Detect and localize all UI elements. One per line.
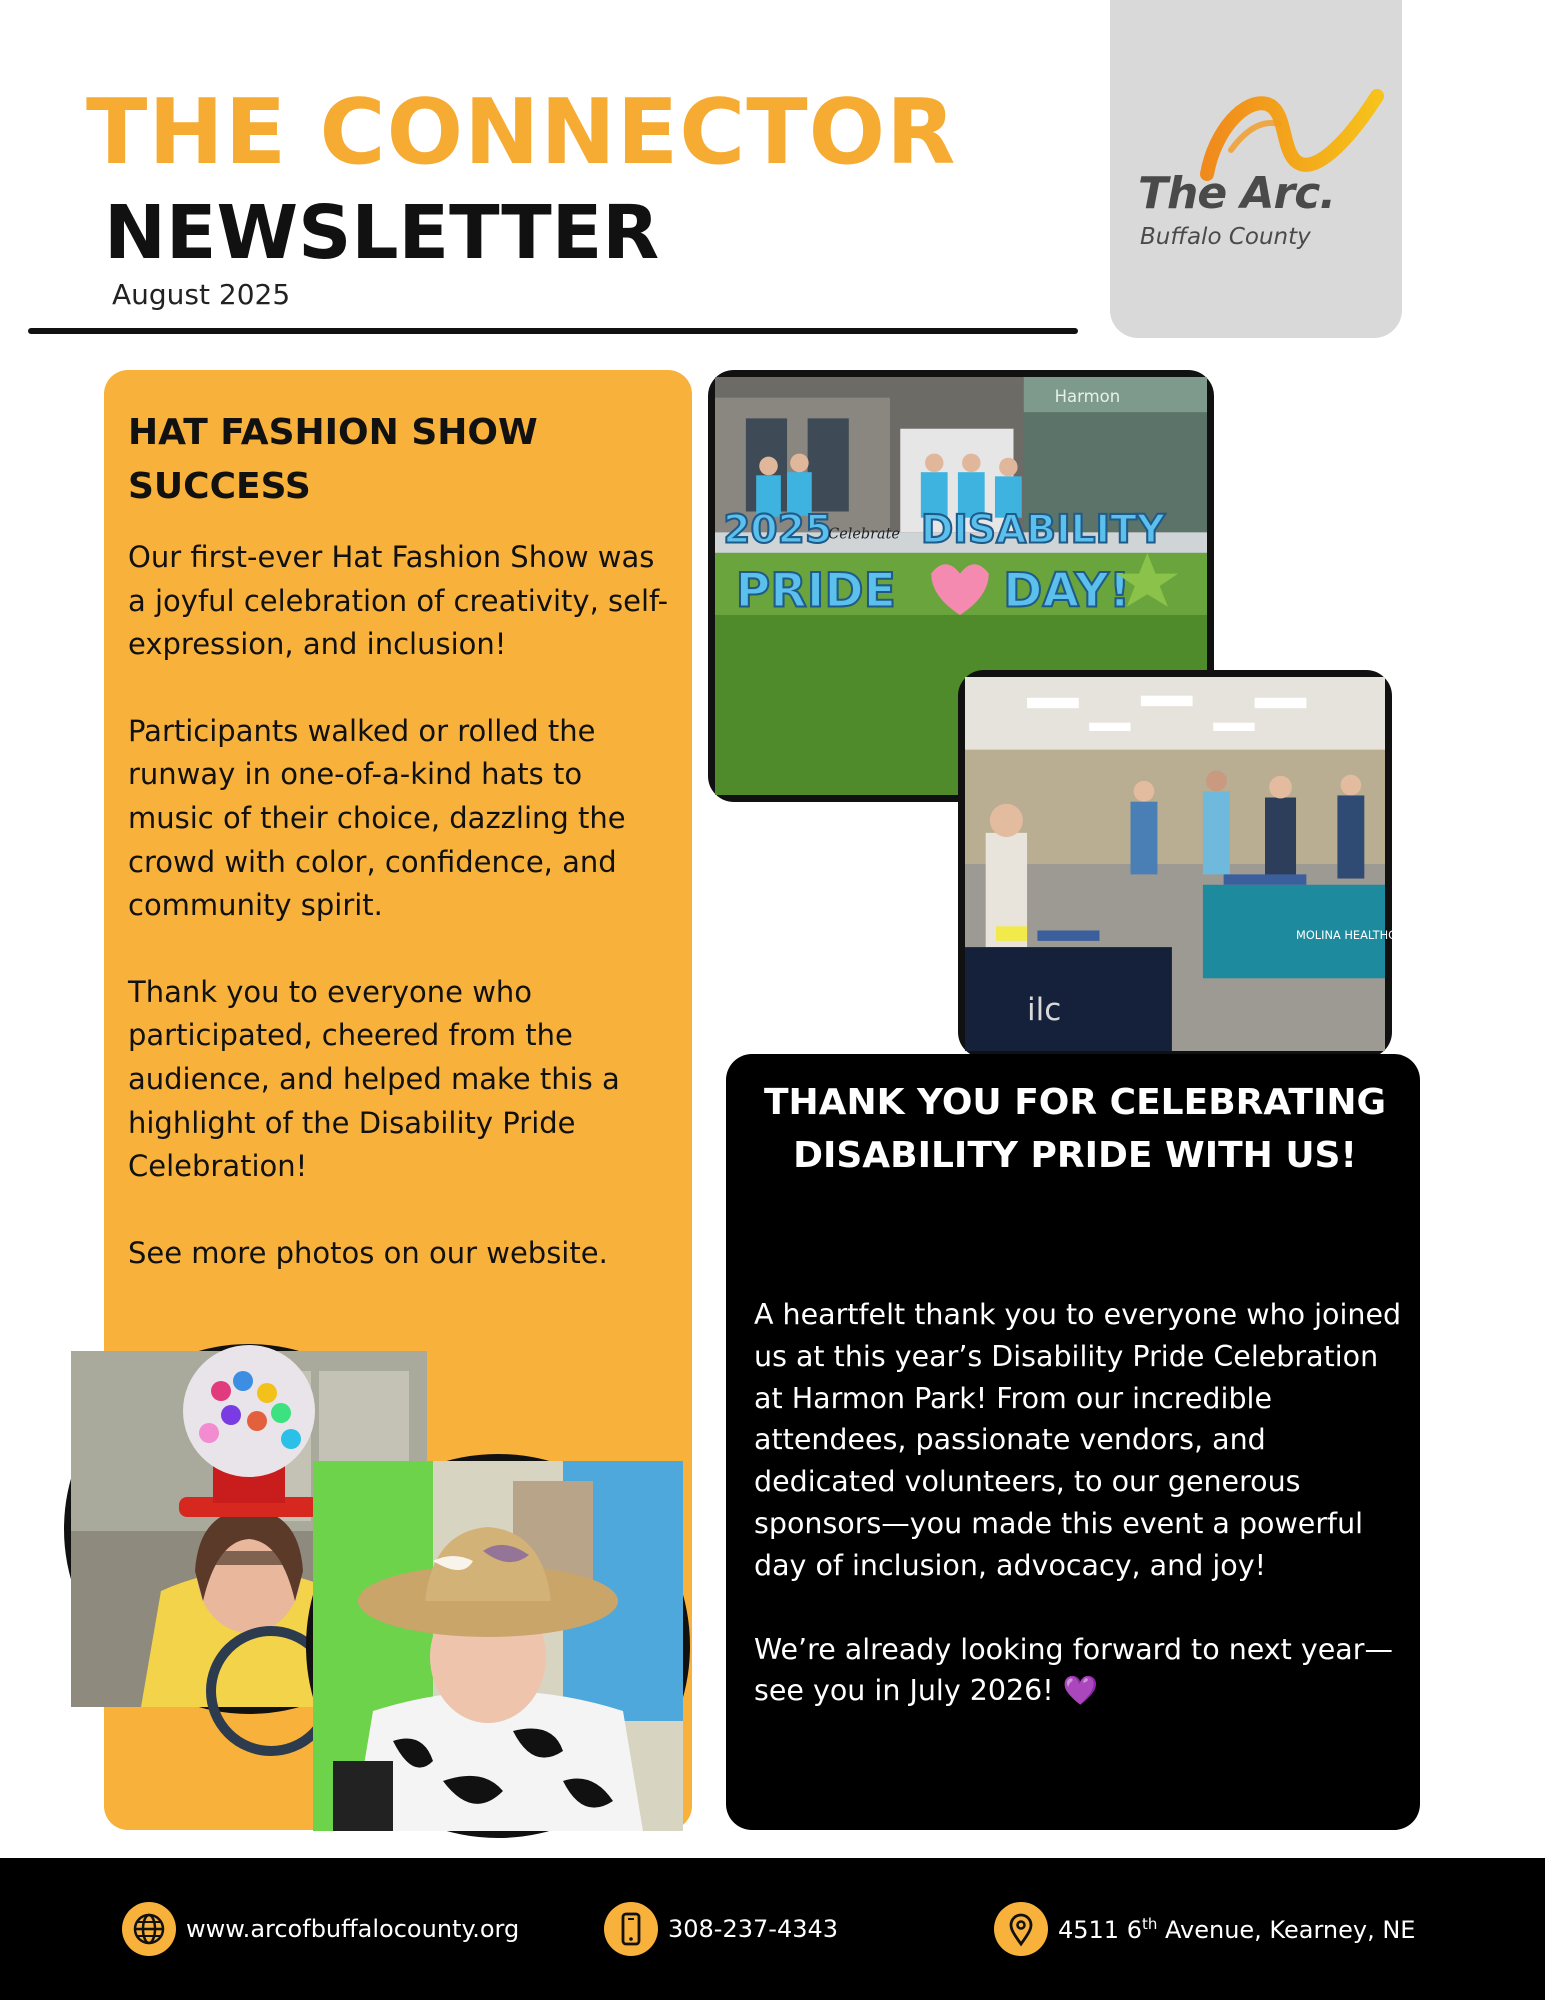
sign-celebrate: Celebrate <box>828 526 900 543</box>
phone-number[interactable]: 308-237-4343 <box>668 1915 839 1943</box>
hat-show-paragraph: Our first-ever Hat Fashion Show was a joyful celebration of creativity, self-expression, and inclusion! <box>128 540 669 662</box>
address-text[interactable] <box>1058 1915 1415 1944</box>
hat-show-paragraph: Thank you to everyone who participated, cheered from the audience, and helped make this a highlight of the Disability Pride Celebration! <box>128 974 620 1184</box>
hat-show-photo-cowboy-hat <box>306 1454 690 1838</box>
pride-thanks-paragraph: A heartfelt thank you to everyone who joined us at this year’s Disability Pride Celebration at Harmon Park! From our incredible attendees, passionate vendors, and dedicated volunteers, to our generous sponsors—you made this event a powerful day of inclusion, advocacy, and joy! <box>754 1298 1402 1582</box>
footer-phone[interactable] <box>604 1902 838 1956</box>
globe-icon <box>122 1902 176 1956</box>
pride-thanks-heading: THANK YOU FOR CELEBRATING DISABILITY PRIDE WITH US! <box>763 1082 1387 1176</box>
location-pin-icon <box>994 1902 1048 1956</box>
sign-line-2: PRIDE <box>735 563 897 619</box>
issue-date: August 2025 <box>112 278 291 311</box>
sign-year: 2025 <box>723 507 833 553</box>
website-photos-note: See more photos on our website. <box>128 1235 608 1270</box>
pride-thanks-body <box>754 1294 1404 1754</box>
vendor-hall-photo <box>958 670 1419 1058</box>
harmon-building-sign: Harmon <box>1054 386 1121 406</box>
newsletter-subtitle: NEWSLETTER <box>104 190 660 276</box>
sign-line-3: DAY! <box>1003 563 1131 619</box>
newsletter-title: THE CONNECTOR <box>86 80 957 185</box>
table-logo-ilc: ilc <box>1027 991 1062 1028</box>
hat-show-body <box>128 536 673 1318</box>
website-link[interactable]: www.arcofbuffalocounty.org <box>186 1915 520 1943</box>
footer-address[interactable] <box>994 1902 1415 1956</box>
hat-show-heading: HAT FASHION SHOW SUCCESS <box>128 412 538 507</box>
phone-icon <box>604 1902 658 1956</box>
address-number: 4511 6 <box>1058 1915 1142 1944</box>
footer-website[interactable] <box>122 1902 519 1956</box>
sign-line-1: DISABILITY <box>920 507 1166 553</box>
pride-next-year-paragraph <box>754 1629 1404 1713</box>
table-logo-molina: MOLINA HEALTHCARE <box>1296 927 1419 942</box>
address-superscript: th <box>1141 1914 1158 1933</box>
logo-name: The Arc. <box>1138 168 1336 219</box>
header-divider <box>28 328 1078 334</box>
logo-subtitle: Buffalo County <box>1140 224 1311 250</box>
address-rest: Avenue, Kearney, NE <box>1157 1915 1416 1944</box>
pride-next-year-text: We’re already looking forward to next year—see you in July 2026! <box>754 1632 1393 1708</box>
purple-heart-icon: 💜 <box>1062 1674 1099 1708</box>
hat-show-paragraph: Participants walked or rolled the runway in one-of-a-kind hats to music of their choice, dazzling the crowd with color, confidence, and community spirit. <box>128 713 626 923</box>
